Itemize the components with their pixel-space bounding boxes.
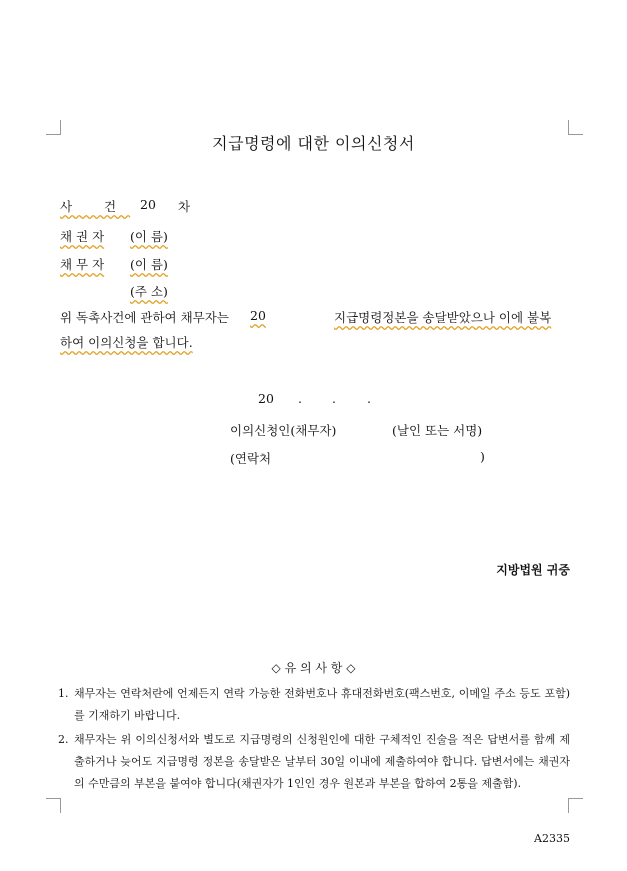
case-suffix: 차	[178, 199, 191, 214]
creditor-label: 채 권 자	[60, 229, 105, 244]
debtor-name-label: (이 름)	[130, 257, 168, 272]
body-line-1-year: 20	[250, 308, 266, 323]
notice-item-number: 2.	[58, 733, 69, 746]
notice-list	[58, 683, 570, 797]
date-year: 20	[258, 391, 274, 406]
debtor-address-label: (주 소)	[130, 284, 168, 299]
contact-close: )	[480, 449, 485, 464]
body-line-2: 하여 이의신청을 합니다.	[60, 335, 193, 350]
case-field-row	[60, 197, 194, 215]
applicant-label: 이의신청인(채무자)	[230, 423, 337, 438]
crop-mark-bottom-right	[568, 798, 583, 813]
document-title: 지급명령에 대한 이의신청서	[212, 134, 415, 153]
contact-label: (연락처	[230, 451, 272, 466]
body-line-1a: 위 독촉사건에 관하여 채무자는	[60, 310, 229, 325]
date-dot-1: .	[298, 391, 302, 406]
form-code: A2335	[534, 832, 570, 845]
notice-item	[58, 683, 570, 727]
case-year: 20	[140, 197, 156, 212]
date-dot-2: .	[332, 391, 336, 406]
creditor-name-label: (이 름)	[130, 229, 168, 244]
date-dot-3: .	[367, 391, 371, 406]
seal-label: (날인 또는 서명)	[392, 423, 483, 438]
notice-item-number: 1.	[58, 687, 69, 700]
notice-item	[58, 729, 570, 795]
debtor-label: 채 무 자	[60, 257, 105, 272]
body-line-1b: 지급명령정본을 송달받았으나 이에 불복	[334, 310, 552, 325]
notice-item-text: 채무자는 연락처란에 언제든지 연락 가능한 전화번호나 휴대전화번호(팩스번호, 이메일 주소 등도 포함)를 기재하기 바랍니다.	[74, 687, 570, 722]
notice-title: ◇ 유 의 사 항 ◇	[271, 661, 356, 675]
notice-item-text: 채무자는 위 이의신청서와 별도로 지급명령의 신청원인에 대한 구체적인 진술을 적은 답변서를 함께 제출하거나 늦어도 지급명령 정본을 송달받은 날부터 30일 이내에 제출하여야 합니다. 답변서에는 채권자의 수만큼의 부본을 붙여야 합니다(채권자가 1인인 경우 원본과 부본을 합하여 2통을 제출함).	[74, 733, 570, 790]
court-addressee: 지방법원 귀중	[496, 563, 570, 577]
case-label: 사 건	[60, 199, 131, 214]
crop-mark-bottom-left	[46, 798, 61, 813]
